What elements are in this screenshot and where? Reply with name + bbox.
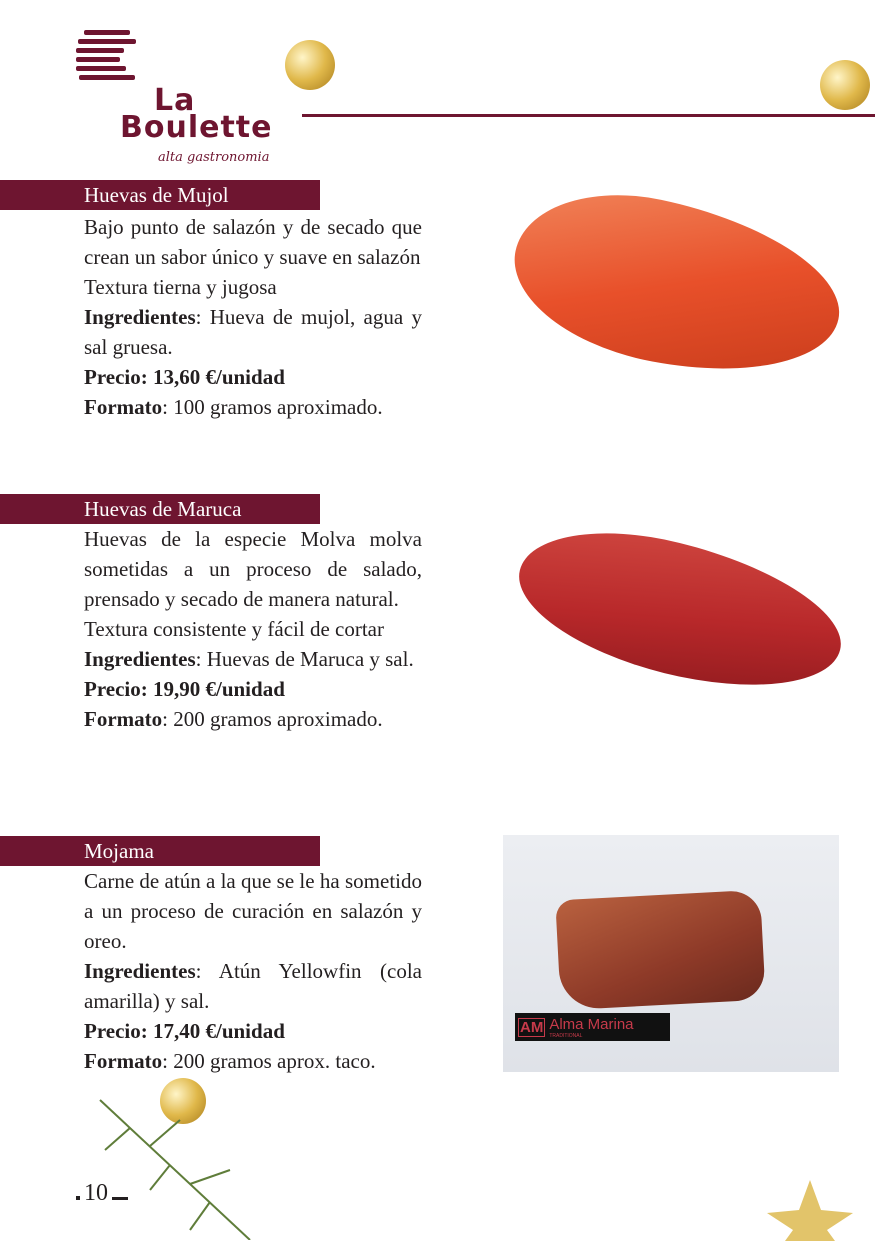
page-number-value: 10 [84,1180,108,1206]
ornament-ball-icon [820,60,870,110]
product-details [84,866,422,1076]
product-description: Huevas de la especie Molva molva sometidas a un proceso de salado, prensado y secado de manera natural. [84,527,422,611]
label-sub: TRADITIONAL [549,1032,583,1039]
product-ingredients [84,302,422,362]
product-price [84,674,422,704]
alma-marina-label [515,1013,670,1041]
product-title: Huevas de Mujol [0,180,320,210]
product-description: Bajo punto de salazón y de secado que crean un sabor único y suave en salazón [84,215,422,269]
format-value: : 100 gramos aproximado. [162,395,383,419]
price-label: Precio: 19,90 €/unidad [84,677,285,701]
mullet-roe-image [499,172,855,397]
product-price [84,362,422,392]
format-label: Formato [84,707,163,731]
label-mark: AM [520,1018,544,1036]
brand-logo [76,28,296,165]
ingredients-value: : Hueva de mujol, agua y sal gruesa. [84,305,422,359]
format-value: : 200 gramos aproximado. [162,707,383,731]
price-label: Precio: 17,40 €/unidad [84,1019,285,1043]
product-ingredients [84,956,422,1016]
brand-name-line2: Boulette [120,110,273,145]
product-format [84,704,422,734]
product-price [84,1016,422,1046]
logo-mark-icon [76,28,146,88]
brand-tagline: alta gastronomia [158,150,270,165]
star-ornament-icon [765,1175,855,1241]
ingredients-label: Ingredientes [84,959,196,983]
product-description: Carne de atún a la que se le ha sometido a un proceso de curación en salazón y oreo. [84,869,422,953]
mojama-piece [555,890,765,1011]
page-number [76,1180,128,1207]
label-name: Alma Marina [549,1015,634,1033]
ingredients-value: : Atún Yellowfin (cola amarilla) y sal. [84,959,422,1013]
price-label: Precio: 13,60 €/unidad [84,365,285,389]
product-details [84,212,422,422]
ingredients-label: Ingredientes [84,305,196,329]
format-label: Formato [84,395,163,419]
product-format [84,1046,422,1076]
format-label: Formato [84,1049,163,1073]
header-rule [302,114,875,117]
format-value: : 200 gramos aprox. taco. [162,1049,376,1073]
product-details [84,524,422,734]
mojama-image [503,835,839,1072]
product-format [84,392,422,422]
product-title: Huevas de Maruca [0,494,320,524]
product-texture: Textura consistente y fácil de cortar [84,617,384,641]
product-ingredients [84,644,422,674]
ling-roe-image [504,507,856,713]
product-texture: Textura tierna y jugosa [84,275,277,299]
brand-name-line1: La [154,83,196,118]
ingredients-label: Ingredientes [84,647,196,671]
product-title: Mojama [0,836,320,866]
pine-branch-icon [90,1090,260,1240]
ingredients-value: : Huevas de Maruca y sal. [195,647,414,671]
